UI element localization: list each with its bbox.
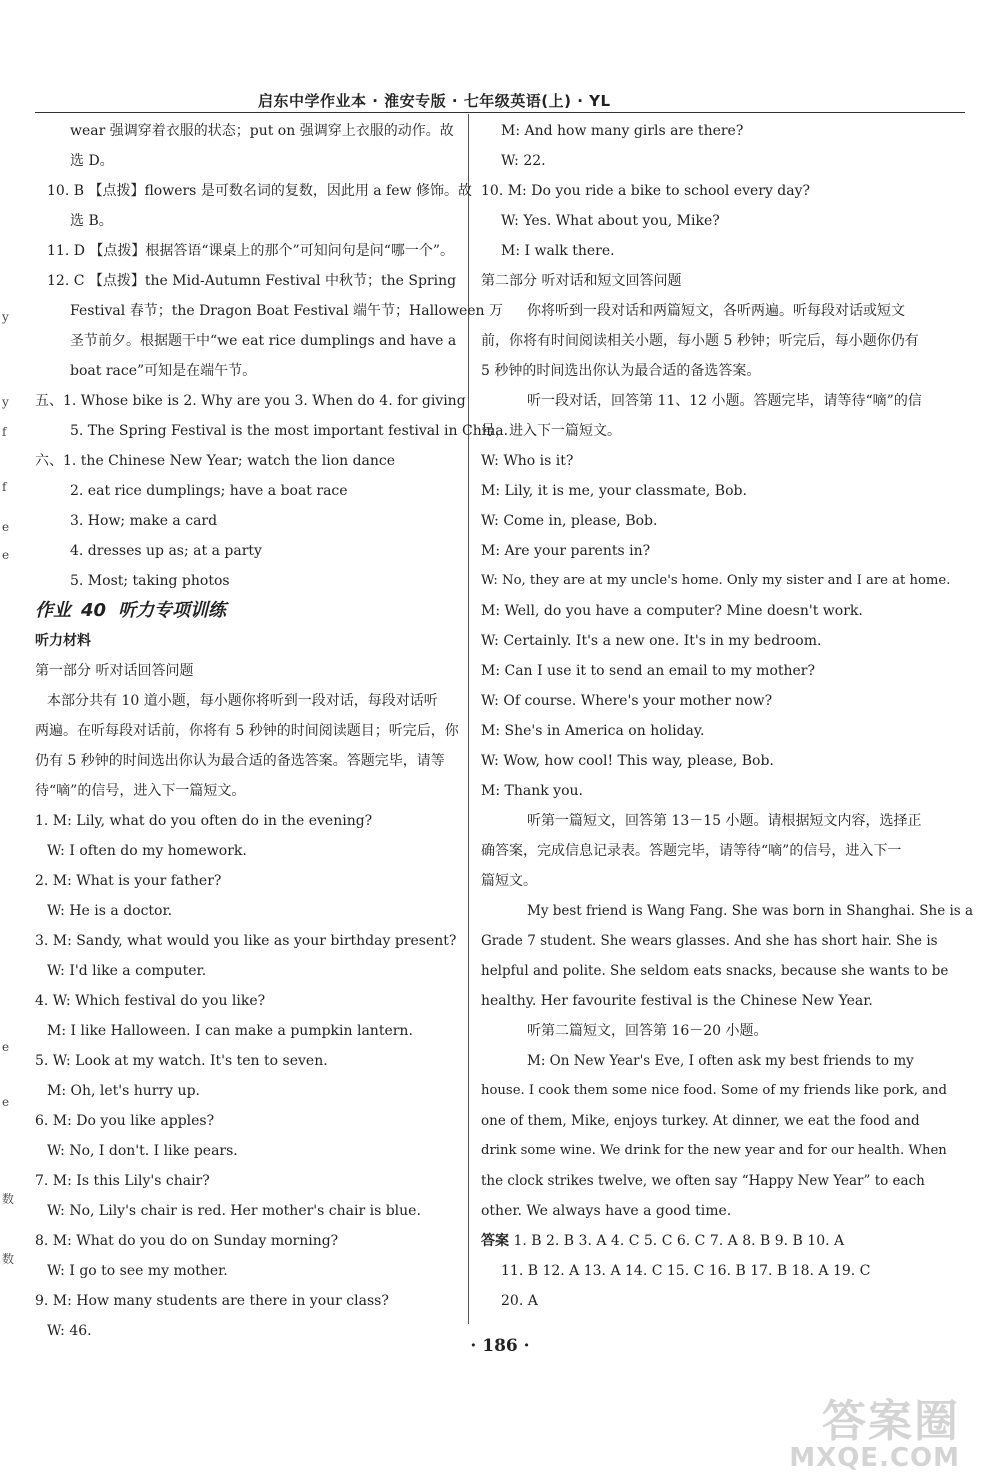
right-column [481, 116, 974, 1316]
dialogue-line: W: Wow, how cool! This way, please, Bob. [481, 753, 774, 769]
dialogue-line: M: I walk there. [501, 243, 615, 259]
edge-mark: 数 [2, 1192, 15, 1206]
dialogue-line: W: Certainly. It's a new one. It's in my bedroom. [481, 633, 822, 649]
dialogue-line: 7. M: Is this Lily's chair? [35, 1173, 210, 1189]
dialogue-line: 5. W: Look at my watch. It's ten to seven. [35, 1053, 328, 1069]
edge-mark: e [2, 520, 10, 534]
dialogue-line: M: Thank you. [481, 783, 583, 799]
answer-key-line: 20. A [501, 1293, 538, 1309]
material-heading: 听力材料 [35, 633, 91, 649]
dialogue-line: W: Of course. Where's your mother now? [481, 693, 773, 709]
text-line: wear 强调穿着衣服的状态；put on 强调穿上衣服的动作。故 [70, 123, 454, 139]
passage-line: drink some wine. We drink for the new year and for our health. When [481, 1143, 947, 1158]
passage-line: Grade 7 student. She wears glasses. And she has short hair. She is [481, 933, 938, 949]
dialogue-line: W: 22. [501, 153, 546, 169]
passage-line: one of them, Mike, enjoys turkey. At dinner, we eat the food and [481, 1113, 920, 1129]
instruction-line: 5 秒钟的时间选出你认为最合适的备选答案。 [481, 363, 761, 379]
instruction-line: 确答案，完成信息记录表。答题完毕，请等待“嘀”的信号，进入下一 [481, 843, 902, 859]
passage-line: house. I cook them some nice food. Some of my friends like pork, and [481, 1083, 947, 1098]
homework-title: 听力专项训练 [118, 600, 227, 621]
text-line: 5. The Spring Festival is the most important festival in China. [70, 423, 509, 439]
instruction-line: 本部分共有 10 道小题，每小题你将听到一段对话，每段对话听 [47, 693, 438, 709]
dialogue-line: 1. M: Lily, what do you often do in the evening? [35, 813, 373, 829]
edge-mark: e [2, 1095, 10, 1109]
text-line: boat race”可知是在端午节。 [70, 363, 257, 379]
answer-key-values: 1. B 2. B 3. A 4. C 5. C 6. C 7. A 8. B 9. B 10. A [513, 1233, 845, 1249]
homework-label: 作业 [35, 600, 71, 621]
instruction-line: 听第二篇短文，回答第 16－20 小题。 [527, 1023, 768, 1039]
dialogue-line: W: He is a doctor. [47, 903, 173, 919]
dialogue-line: M: She's in America on holiday. [481, 723, 705, 739]
instruction-line: 听第一篇短文，回答第 13－15 小题。请根据短文内容，选择正 [527, 813, 922, 829]
instruction-line: 号，进入下一篇短文。 [481, 423, 621, 439]
edge-mark: y [2, 310, 9, 324]
dialogue-line: W: Who is it? [481, 453, 574, 469]
dialogue-line: M: Are your parents in? [481, 543, 651, 559]
text-line: 选 B。 [70, 213, 113, 229]
watermark-logo-text: 答案圈 [822, 1396, 960, 1447]
text-line: 圣节前夕。根据题干中“we eat rice dumplings and have a [70, 333, 457, 349]
passage-line: M: On New Year's Eve, I often ask my best friends to my [527, 1053, 914, 1069]
dialogue-line: W: No, I don't. I like pears. [47, 1143, 238, 1159]
section-six-line: 六、1. the Chinese New Year; watch the lion dance [35, 453, 396, 469]
instruction-line: 听一段对话，回答第 11、12 小题。答题完毕，请等待“嘀”的信 [527, 393, 922, 409]
answer-item: 10. B 【点拨】flowers 是可数名词的复数，因此用 a few 修饰。故 [47, 183, 472, 199]
edge-mark: y [2, 395, 9, 409]
dialogue-line: W: Come in, please, Bob. [481, 513, 658, 529]
dialogue-line: W: No, Lily's chair is red. Her mother's chair is blue. [47, 1203, 421, 1219]
text-line: 5. Most; taking photos [70, 573, 230, 589]
answer-key-line [481, 1226, 921, 1256]
instruction-line: 待“嘀”的信号，进入下一篇短文。 [35, 783, 246, 799]
dialogue-line: 6. M: Do you like apples? [35, 1113, 215, 1129]
dialogue-line: W: I often do my homework. [47, 843, 247, 859]
dialogue-line: M: Well, do you have a computer? Mine doesn't work. [481, 603, 863, 619]
dialogue-line: M: And how many girls are there? [501, 123, 744, 139]
answer-item: 12. C 【点拨】the Mid-Autumn Festival 中秋节；the Spring [47, 273, 457, 289]
instruction-line: 你将听到一段对话和两篇短文，各听两遍。听每段对话或短文 [527, 303, 905, 319]
text-line: 3. How; make a card [70, 513, 218, 529]
text-line: 选 D。 [70, 153, 114, 169]
left-column [35, 116, 509, 1346]
dialogue-line: 4. W: Which festival do you like? [35, 993, 266, 1009]
running-header: 启东中学作业本 · 淮安专版 · 七年级英语(上) · YL [258, 92, 611, 110]
dialogue-line: W: 46. [47, 1323, 92, 1339]
homework-number: 40 [81, 600, 107, 621]
answer-item: 11. D 【点拨】根据答语“课桌上的那个”可知问句是问“哪一个”。 [47, 243, 455, 259]
text-line: Festival 春节；the Dragon Boat Festival 端午节；Halloween 万 [70, 303, 504, 319]
dialogue-line: M: I like Halloween. I can make a pumpkin lantern. [47, 1023, 413, 1039]
header-rule [35, 112, 965, 113]
answer-key-line: 11. B 12. A 13. A 14. C 15. C 16. B 17. B 18. A 19. C [501, 1263, 871, 1279]
passage-line: helpful and polite. She seldom eats snacks, because she wants to be [481, 963, 949, 979]
dialogue-line: 2. M: What is your father? [35, 873, 222, 889]
edge-mark: e [2, 1040, 10, 1054]
passage-line: the clock strikes twelve, we often say “Happy New Year” to each [481, 1173, 925, 1189]
page-number: · 186 · [470, 1336, 530, 1356]
passage-line: other. We always have a good time. [481, 1203, 732, 1219]
passage-line: My best friend is Wang Fang. She was born in Shanghai. She is a [527, 903, 974, 919]
dialogue-line: 9. M: How many students are there in your class? [35, 1293, 389, 1309]
text-line: 2. eat rice dumplings; have a boat race [70, 483, 348, 499]
dialogue-line: W: Yes. What about you, Mike? [501, 213, 720, 229]
dialogue-line: W: I'd like a computer. [47, 963, 207, 979]
edge-mark: e [2, 548, 10, 562]
watermark [789, 1396, 960, 1473]
edge-mark: f [2, 480, 7, 494]
answer-key-label: 答案 [481, 1233, 509, 1249]
edge-mark: f [2, 425, 7, 439]
part-two-heading: 第二部分 听对话和短文回答问题 [481, 273, 682, 289]
dialogue-line: 8. M: What do you do on Sunday morning? [35, 1233, 339, 1249]
dialogue-line: M: Oh, let's hurry up. [47, 1083, 200, 1099]
part-one-heading: 第一部分 听对话回答问题 [35, 663, 194, 679]
dialogue-line: 3. M: Sandy, what would you like as your birthday present? [35, 933, 457, 949]
watermark-url: MXQE.COM [789, 1443, 960, 1473]
dialogue-line: W: I go to see my mother. [47, 1263, 228, 1279]
text-line: 4. dresses up as; at a party [70, 543, 262, 559]
edge-mark: 数 [2, 1252, 15, 1266]
dialogue-line: 10. M: Do you ride a bike to school every day? [481, 183, 811, 199]
dialogue-line: M: Can I use it to send an email to my mother? [481, 663, 815, 679]
instruction-line: 篇短文。 [481, 873, 537, 889]
instruction-line: 前，你将有时间阅读相关小题，每小题 5 秒钟；听完后，每小题你仍有 [481, 333, 919, 349]
instruction-line: 两遍。在听每段对话前，你将有 5 秒钟的时间阅读题目；听完后，你 [35, 723, 459, 739]
dialogue-line: W: No, they are at my uncle's home. Only my sister and I are at home. [481, 573, 951, 588]
dialogue-line: M: Lily, it is me, your classmate, Bob. [481, 483, 747, 499]
homework-heading [35, 596, 459, 626]
section-five-line: 五、1. Whose bike is 2. Why are you 3. When do 4. for giving [35, 393, 466, 409]
instruction-line: 仍有 5 秒钟的时间选出你认为最合适的备选答案。答题完毕，请等 [35, 753, 445, 769]
passage-line: healthy. Her favourite festival is the Chinese New Year. [481, 993, 873, 1009]
